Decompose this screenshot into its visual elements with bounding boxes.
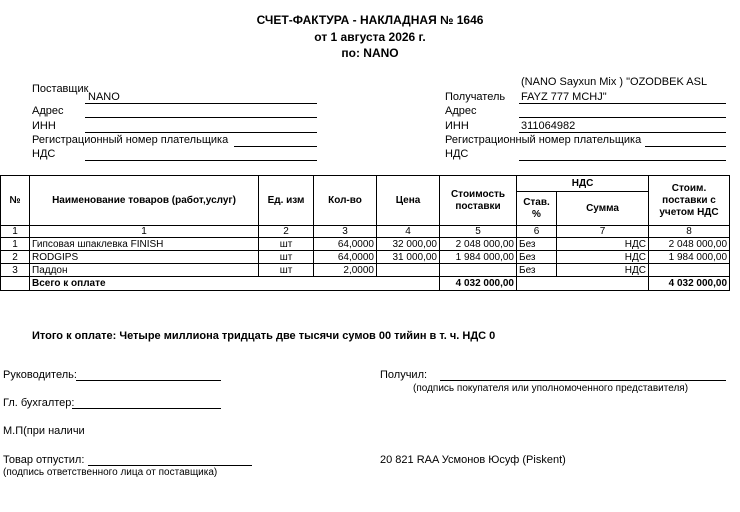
table-row [1,251,730,264]
received-note: (подпись покупателя или уполномоченного представителя) [413,383,689,394]
row-name: Гипсовая шпаклевка FINISH [30,238,259,251]
row-unit: шт [259,238,314,251]
total-cost: 4 032 000,00 [440,277,517,291]
released-label: Товар отпустил: [3,454,85,466]
total-label: Всего к оплате [30,277,259,291]
col-number: 5 [440,226,517,238]
supplier-name: NANO [88,91,120,103]
recipient-reg-line [645,146,726,147]
col-header-name: Наименование товаров (работ,услуг) [30,176,259,226]
row-total: 1 984 000,00 [649,251,730,264]
director-label: Руководитель: [3,369,77,381]
stamp-label: М.П(при наличи [3,425,85,437]
recipient-inn-line [519,132,726,133]
row-num: 1 [1,238,30,251]
row-rate: Без [517,264,557,277]
released-note: (подпись ответственного лица от поставщика) [3,467,218,478]
recipient-inn: 311064982 [521,120,576,132]
table-row [1,238,730,251]
document-title: СЧЕТ-ФАКТУРА - НАКЛАДНАЯ № 1646 [256,13,484,27]
recipient-name-line2: FAYZ 777 MCHJ" [521,91,607,103]
supplier-address-line [85,117,317,118]
recipient-inn-label: ИНН [445,120,469,132]
row-name: RODGIPS [30,251,259,264]
director-signature-line [76,380,221,381]
col-header-price: Цена [377,176,440,226]
col-number: 4 [377,226,440,238]
col-header-rate: Став. % [517,192,557,226]
row-cost: 2 048 000,00 [440,238,517,251]
released-signature-line [88,465,252,466]
col-number: 2 [259,226,314,238]
col-number: 1 [30,226,259,238]
supplier-reg-line [234,146,317,147]
row-cost [440,264,517,277]
row-price [377,264,440,277]
accountant-label: Гл. бухгалтер: [3,397,75,409]
supplier-inn-line [85,132,317,133]
recipient-address-label: Адрес [445,105,477,117]
total-row [1,277,730,291]
recipient-nds-line [519,160,726,161]
row-total: 2 048 000,00 [649,238,730,251]
col-number: 1 [1,226,30,238]
col-number: 6 [517,226,557,238]
col-header-sum: Сумма [557,192,649,226]
recipient-address-line [519,117,726,118]
receiver-info: 20 821 RAA Усмонов Юсуф (Piskent) [380,454,566,466]
row-qty: 2,0000 [314,264,377,277]
row-unit: шт [259,264,314,277]
row-price: 32 000,00 [377,238,440,251]
row-total [649,264,730,277]
supplier-name-line [85,103,317,104]
col-header-num: № [1,176,30,226]
summary-text: Итого к оплате: Четыре миллиона тридцать две тысячи сумов 00 тийин в т. ч. НДС 0 [32,330,496,342]
row-num: 2 [1,251,30,264]
row-name: Паддон [30,264,259,277]
invoice-table [0,175,730,291]
supplier-label: Поставщик [32,83,89,95]
accountant-signature-line [72,408,221,409]
row-sum: НДС [557,238,649,251]
supplier-nds-line [85,160,317,161]
recipient-nds-label: НДС [445,148,469,160]
col-header-qty: Кол-во [314,176,377,226]
col-number: 7 [557,226,649,238]
row-sum: НДС [557,251,649,264]
row-cost: 1 984 000,00 [440,251,517,264]
received-signature-line [440,380,726,381]
recipient-label: Получатель [445,91,506,103]
supplier-address-label: Адрес [32,105,64,117]
received-label: Получил: [380,369,428,381]
recipient-name-line1: (NANO Sayxun Mix ) "OZODBEK ASL [521,76,708,88]
document-by: по: NANO [341,46,399,60]
document-date: от 1 августа 2026 г. [314,30,426,44]
supplier-inn-label: ИНН [32,120,56,132]
row-unit: шт [259,251,314,264]
col-number: 3 [314,226,377,238]
col-header-total: Стоим. поставки с учетом НДС [649,176,730,226]
row-qty: 64,0000 [314,251,377,264]
row-rate: Без [517,238,557,251]
row-sum: НДС [557,264,649,277]
col-number: 8 [649,226,730,238]
col-header-cost: Стоимость поставки [440,176,517,226]
row-rate: Без [517,251,557,264]
supplier-reg-label: Регистрационный номер плательщика [32,134,229,146]
table-row [1,264,730,277]
supplier-nds-label: НДС [32,148,56,160]
col-header-unit: Ед. изм [259,176,314,226]
row-qty: 64,0000 [314,238,377,251]
column-number-row [1,226,730,238]
recipient-name-line [519,103,726,104]
col-header-nds: НДС [517,176,649,192]
row-num: 3 [1,264,30,277]
total-with-nds: 4 032 000,00 [649,277,730,291]
row-price: 31 000,00 [377,251,440,264]
recipient-reg-label: Регистрационный номер плательщика [445,134,642,146]
